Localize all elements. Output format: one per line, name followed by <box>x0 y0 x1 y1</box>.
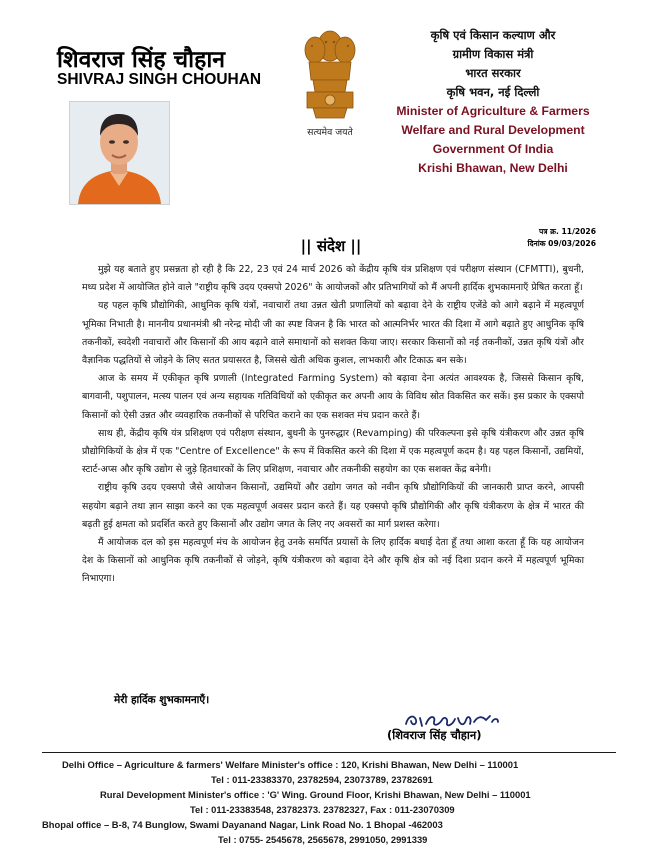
message-body <box>82 261 584 589</box>
letter-number: पत्र क्र. 11/2026 <box>539 227 596 236</box>
designation-hindi-line-1: कृषि एवं किसान कल्याण और <box>430 28 556 42</box>
ashoka-emblem-icon <box>295 16 365 140</box>
designation-english-line-1: Minister of Agriculture & Farmers <box>396 104 590 118</box>
paragraph-4: साथ ही, केंद्रीय कृषि यंत्र प्रशिक्षण एवं परीक्षण संस्थान, बुधनी के पुनरुद्धार (Revamping) की परिकल्पना इसे कृषि यंत्रीकरण और उन्नत कृषि प्रौद्योगिकियों के क्षेत्र में एक "Centre of Excellence" के रूप में विकसित करने की दिशा में एक महत्वपूर्ण कदम है। यह पहल किसानों, उद्यमियों, स्टार्ट-अप्स और कृषि उद्योग से जुड़े हितधारकों के लिए प्रशिक्षण, नवाचार और तकनीकी सहयोग का एक सशक्त केंद्र बनेगी। <box>82 427 584 476</box>
footer-divider <box>42 752 616 753</box>
letter-date: दिनांक 09/03/2026 <box>527 239 596 248</box>
paragraph-6: मैं आयोजक दल को इस महत्वपूर्ण मंच के आयोजन हेतु उनके समर्पित प्रयासों के लिए हार्दिक बधाई देता हूँ तथा आशा करता हूँ कि यह आयोजन देश के किसानों को आधुनिक कृषि तकनीकों से जोड़ने, कृषि यंत्रीकरण को बढ़ावा देने और कृषि क्षेत्र को नई दिशा प्रदान करने में महत्वपूर्ण भूमिका निभाएगा। <box>82 537 584 585</box>
designation-hindi-line-3: भारत सरकार <box>465 66 521 80</box>
footer-rural-office: Rural Development Minister's office : 'G' Wing. Ground Floor, Krishi Bhawan, New Delhi – 110001 <box>100 789 531 800</box>
portrait-image <box>70 102 169 204</box>
minister-name-english: SHIVRAJ SINGH CHOUHAN <box>57 71 262 88</box>
closing-greeting: मेरी हार्दिक शुभकामनाएँ। <box>114 694 210 706</box>
national-emblem <box>295 16 365 140</box>
minister-name-hindi: शिवराज सिंह चौहान <box>57 47 226 73</box>
designation-english-line-4: Krishi Bhawan, New Delhi <box>418 161 568 175</box>
emblem-motto: सत्यमेव जयते <box>307 127 353 138</box>
designation-english-line-3: Government Of India <box>432 142 554 156</box>
designation-hindi-line-2: ग्रामीण विकास मंत्री <box>452 47 534 61</box>
minister-photo <box>69 101 170 205</box>
footer-delhi-tel: Tel : 011-23383370, 23782594, 23073789, 23782691 <box>211 774 433 785</box>
footer-rural-tel: Tel : 011-23383548, 23782373. 23782327, Fax : 011-23070309 <box>190 804 455 815</box>
message-title: || संदेश || <box>300 237 362 255</box>
designation-block <box>368 26 618 178</box>
footer-delhi-office: Delhi Office – Agriculture & farmers' Welfare Minister's office : 120, Krishi Bhawan, New Delhi – 110001 <box>62 759 519 770</box>
paragraph-5: राष्ट्रीय कृषि उदय एक्सपो जैसे आयोजन किसानों, उद्यमियों और उद्योग जगत को नवीन कृषि प्रौद्योगिकियों की जानकारी प्राप्त करने, आपसी सहयोग बढ़ाने तथा ज्ञान साझा करने का एक महत्वपूर्ण अवसर प्रदान करते हैं। यह एक्सपो कृषि प्रौद्योगिकी और कृषि यंत्रीकरण के क्षेत्र में भारत की बढ़ती हुई क्षमता को प्रदर्शित करते हुए किसानों और उद्योग जगत के लिए नए अवसरों का मार्ग प्रशस्त करेगा। <box>82 482 584 530</box>
paragraph-2: यह पहल कृषि प्रौद्योगिकी, आधुनिक कृषि यंत्रों, नवाचारों तथा उन्नत खेती प्रणालियों को बढ़ावा देने के राष्ट्रीय एजेंडे को आगे बढ़ाने में महत्वपूर्ण भूमिका निभाती है। माननीय प्रधानमंत्री श्री नरेन्द्र मोदी जी का स्पष्ट विजन है कि भारत को आत्मनिर्भर भारत की दिशा में आगे बढ़ाते हुए आधुनिक कृषि तकनीकों, स्वदेशी नवाचारों और किसानों की आय बढ़ाने वाले समाधानों को सशक्त किया जाए। सरकार किसानों को नई तकनीकों, उन्नत कृषि यंत्रों और वैज्ञानिक पद्धतियों से जोड़ने के लिए सतत प्रयासरत है, जिससे खेती अधिक कुशल, लाभकारी और टिकाऊ बन सके। <box>82 300 584 367</box>
designation-english-line-2: Welfare and Rural Development <box>401 123 585 137</box>
signatory-name: (शिवराज सिंह चौहान) <box>387 728 482 742</box>
paragraph-1: मुझे यह बताते हुए प्रसन्नता हो रही है कि 22, 23 एवं 24 मार्च 2026 को केंद्रीय कृषि यंत्र प्रशिक्षण एवं परीक्षण संस्थान (CFMTTI), बुधनी, मध्य प्रदेश में आयोजित होने वाले "राष्ट्रीय कृषि उदय एक्सपो 2026" के आयोजकों और प्रतिभागियों को मैं अपनी हार्दिक शुभकामनाएँ प्रेषित करता हूँ। <box>82 264 584 294</box>
footer-bhopal-tel: Tel : 0755- 2545678, 2565678, 2991050, 2991339 <box>218 834 428 845</box>
footer-bhopal-office: Bhopal office – B-8, 74 Bunglow, Swami Dayanand Nagar, Link Road No. 1 Bhopal -462003 <box>42 819 443 830</box>
paragraph-3: आज के समय में एकीकृत कृषि प्रणाली (Integrated Farming System) को बढ़ावा देना अत्यंत आवश्यक है, जिससे किसान कृषि, बागवानी, पशुपालन, मत्स्य पालन एवं अन्य सहायक गतिविधियों को एकीकृत कर अपनी आय के विविध स्रोत विकसित कर सकें। इस प्रकार के एक्सपो किसानों को ऐसी उन्नत और व्यवहारिक तकनीकों से परिचित कराने का एक सशक्त मंच प्रदान करते हैं। <box>82 373 584 421</box>
designation-hindi-line-4: कृषि भवन, नई दिल्ली <box>446 85 540 99</box>
